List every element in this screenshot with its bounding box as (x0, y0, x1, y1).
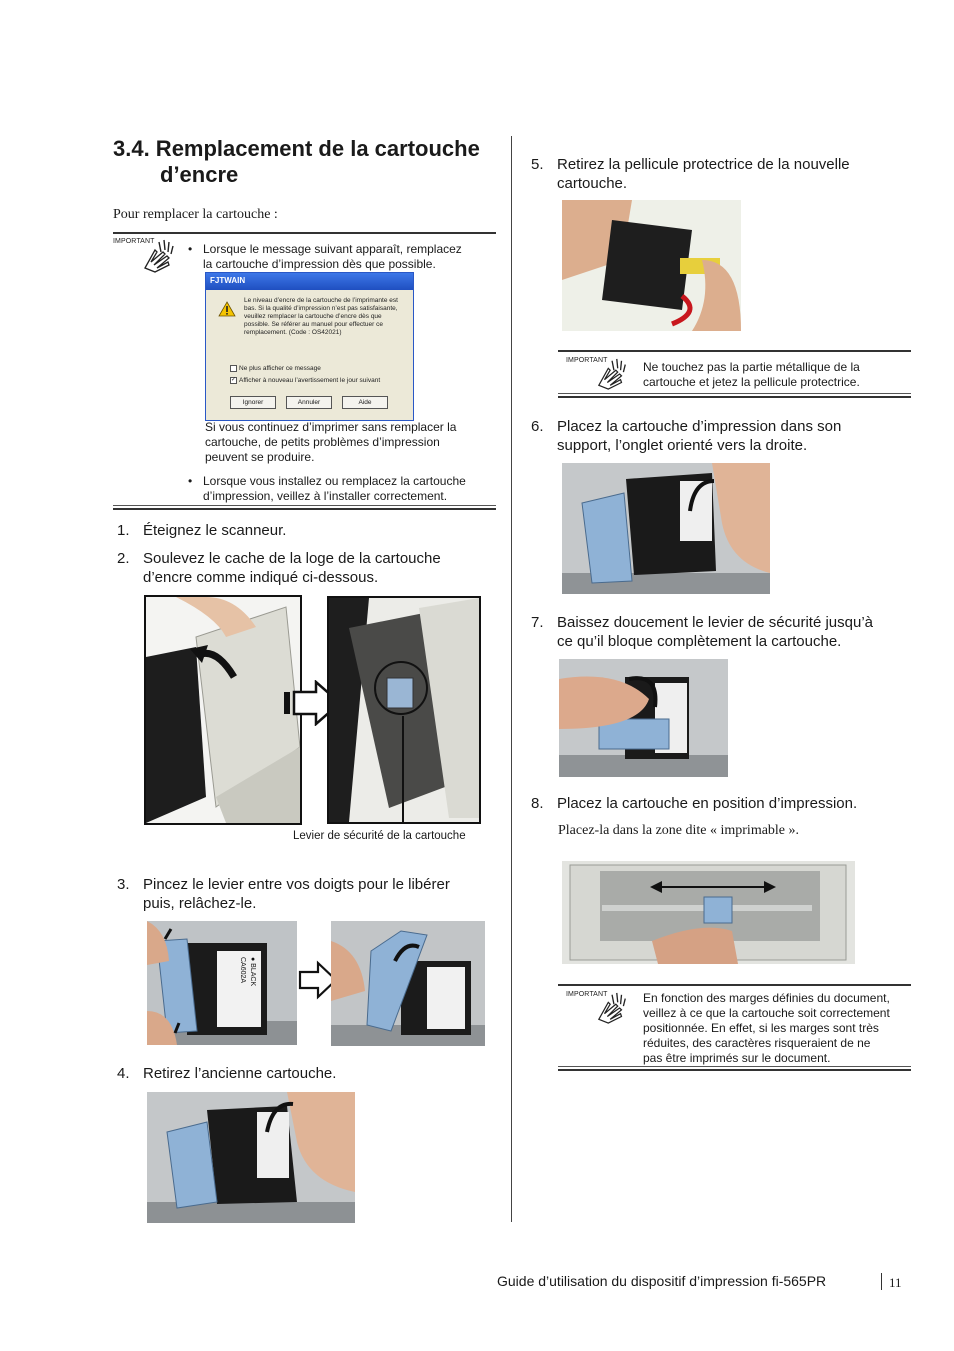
after-dialog-line1: Si vous continuez d’imprimer sans remplacer la (205, 420, 457, 434)
step-8 (531, 794, 857, 813)
important-s8-line5: pas être imprimés sur le document. (643, 1051, 831, 1065)
page-number: 11 (889, 1275, 902, 1290)
step-5-line2: cartouche. (557, 175, 628, 192)
scanner-cover-illustration (146, 597, 300, 823)
step-6-number: 6. (531, 418, 544, 435)
important1-text2-line2: d’impression, veillez à l’installer correctement. (203, 489, 448, 503)
warning-icon (218, 301, 236, 317)
after-dialog-line3: peuvent se produire. (205, 450, 315, 464)
important-top-rule-s8 (558, 984, 911, 986)
important-label-s8: IMPORTANT (566, 991, 608, 998)
photo-safety-lever (327, 596, 481, 824)
important-badge-s5 (566, 357, 632, 393)
checkbox-unchecked[interactable] (230, 365, 237, 372)
important-bottom-rule-1 (113, 505, 496, 506)
important-badge-s8 (566, 991, 632, 1027)
important1-bullet1: • (188, 242, 193, 256)
release-lever-illustration (331, 921, 485, 1046)
important-s5-text (643, 360, 908, 390)
step-2 (117, 549, 497, 587)
step-1 (117, 521, 286, 540)
cartridge-black-label: ● BLACK (249, 957, 256, 987)
important-s8-line2: veillez à ce que la cartouche soit correctement (643, 1006, 890, 1020)
important-top-rule (113, 232, 496, 234)
step-7 (531, 613, 911, 651)
important1-text1 (203, 242, 493, 272)
step-6-line2: support, l’onglet orienté vers la droite. (557, 437, 808, 454)
photo-open-cover (144, 595, 302, 825)
after-dialog-line2: cartouche, de petits problèmes d’impression (205, 435, 440, 449)
step-7-line2: ce qu’il bloque complètement la cartouche. (557, 633, 842, 650)
step-5-line1: Retirez la pellicule protectrice de la nouvelle (557, 156, 850, 173)
intro-text: Pour remplacer la cartouche : (113, 207, 278, 222)
step-4 (117, 1064, 336, 1083)
step-7-line1: Baissez doucement le levier de sécurité jusqu’à (557, 614, 874, 631)
photo-lower-lever (559, 659, 728, 777)
important-bottom-rule-2 (113, 508, 496, 510)
photo-insert-cartridge (562, 463, 770, 594)
dialog-msg-line5: remplacement. (Code : OS42021) (244, 329, 342, 336)
section-title-line2: d’encre (160, 162, 239, 187)
dialog-checkbox-no-show[interactable] (230, 365, 321, 372)
photo-peel-film (562, 200, 741, 331)
dialog-msg-line2: bas. Si la qualité d’impression n’est pas satisfaisante, (244, 305, 398, 312)
step-6-line1: Placez la cartouche d’impression dans son (557, 418, 842, 435)
important1-text1-line2: la cartouche d’impression dès que possible. (203, 257, 436, 271)
dialog-ignore-button[interactable]: Ignorer (230, 396, 276, 409)
dialog-cancel-button[interactable]: Annuler (286, 396, 332, 409)
dialog-help-button[interactable]: Aide (342, 396, 388, 409)
dialog-check2-label: Afficher à nouveau l’avertissement le jour suivant (239, 377, 381, 385)
important-bottom-rule-s8-2 (558, 1069, 911, 1071)
important-label-s5: IMPORTANT (566, 357, 608, 364)
peel-film-illustration (562, 200, 741, 331)
step-4-number: 4. (117, 1065, 130, 1082)
dialog-check1-label: Ne plus afficher ce message (239, 365, 321, 373)
photo-release-lever (331, 921, 485, 1046)
safety-lever-caption: Levier de sécurité de la cartouche (293, 830, 466, 842)
cartridge-code-label: CA602A (239, 957, 246, 984)
column-divider (511, 136, 512, 1222)
dialog-msg-line3: veuillez remplacer la cartouche d’encre dès que (244, 313, 382, 320)
important-s5-line2: cartouche et jetez la pellicule protectrice. (643, 375, 860, 389)
checkbox-checked[interactable]: ✓ (231, 377, 237, 383)
photo-remove-cartridge (147, 1092, 355, 1223)
important-label: IMPORTANT (113, 238, 155, 245)
dialog-message (244, 297, 410, 337)
lever-pointer-line (402, 716, 404, 822)
step-3 (117, 875, 497, 913)
step-2-line2: d’encre comme indiqué ci-dessous. (143, 569, 379, 586)
step-1-text: Éteignez le scanneur. (143, 522, 287, 539)
step-3-line1: Pincez le levier entre vos doigts pour le libérer (143, 876, 450, 893)
remove-cartridge-illustration (147, 1092, 355, 1223)
important-s8-line1: En fonction des marges définies du document, (643, 991, 890, 1005)
dialog-msg-line1: Le niveau d’encre de la cartouche de l’imprimante est (244, 297, 398, 304)
important1-after-dialog (205, 420, 495, 465)
pointing-hand-icon (594, 357, 632, 391)
dialog-msg-line4: possible. Se référer au manuel pour effectuer ce (244, 321, 383, 328)
important1-text2-line1: Lorsque vous installez ou remplacez la cartouche (203, 474, 466, 488)
important-bottom-rule-s5-2 (558, 396, 911, 398)
pinch-lever-illustration (147, 921, 297, 1045)
important-s8-line3: positionnée. En effet, si les marges sont très (643, 1021, 879, 1035)
photo-pinch-lever (147, 921, 297, 1045)
important-s8-line4: réduites, des caractères risqueraient de ne (643, 1036, 871, 1050)
step-7-number: 7. (531, 614, 544, 631)
dialog-title: FJTWAIN (206, 273, 413, 290)
dialog-checkbox-show-next-day[interactable] (230, 377, 380, 384)
step-5 (531, 155, 911, 193)
step-8-subtext: Placez-la dans la zone dite « imprimable ». (558, 823, 800, 838)
step-8-text: Placez la cartouche en position d’impression. (557, 795, 858, 812)
lower-lever-illustration (559, 659, 728, 777)
step-1-number: 1. (117, 522, 130, 539)
cartridge-bay-illustration (329, 598, 479, 822)
section-title-line1: 3.4. Remplacement de la cartouche (113, 136, 480, 161)
step-3-line2: puis, relâchez-le. (143, 895, 257, 912)
print-position-illustration (562, 861, 855, 964)
important-bottom-rule-s5-1 (558, 393, 911, 394)
pointing-hand-icon (594, 991, 632, 1025)
important-badge (113, 238, 179, 274)
photo-print-position (562, 861, 855, 964)
important1-bullet2: • (188, 474, 193, 488)
footer-title: Guide d’utilisation du dispositif d’impression fi-565PR (497, 1273, 827, 1289)
important-s8-text (643, 991, 908, 1066)
pointing-hand-icon (141, 238, 179, 274)
warning-dialog (205, 272, 414, 421)
important-bottom-rule-s8-1 (558, 1066, 911, 1067)
important-top-rule-s5 (558, 350, 911, 352)
important1-text1-line1: Lorsque le message suivant apparaît, remplacez (203, 242, 462, 256)
step-6 (531, 417, 911, 455)
footer-separator (881, 1273, 882, 1290)
step-2-number: 2. (117, 550, 130, 567)
step-8-number: 8. (531, 795, 544, 812)
step-4-text: Retirez l’ancienne cartouche. (143, 1065, 337, 1082)
insert-cartridge-illustration (562, 463, 770, 594)
step-3-number: 3. (117, 876, 130, 893)
step-2-line1: Soulevez le cache de la loge de la cartouche (143, 550, 441, 567)
important1-text2 (203, 474, 493, 504)
section-title (113, 136, 503, 188)
step-5-number: 5. (531, 156, 544, 173)
important-s5-line1: Ne touchez pas la partie métallique de la (643, 360, 860, 374)
